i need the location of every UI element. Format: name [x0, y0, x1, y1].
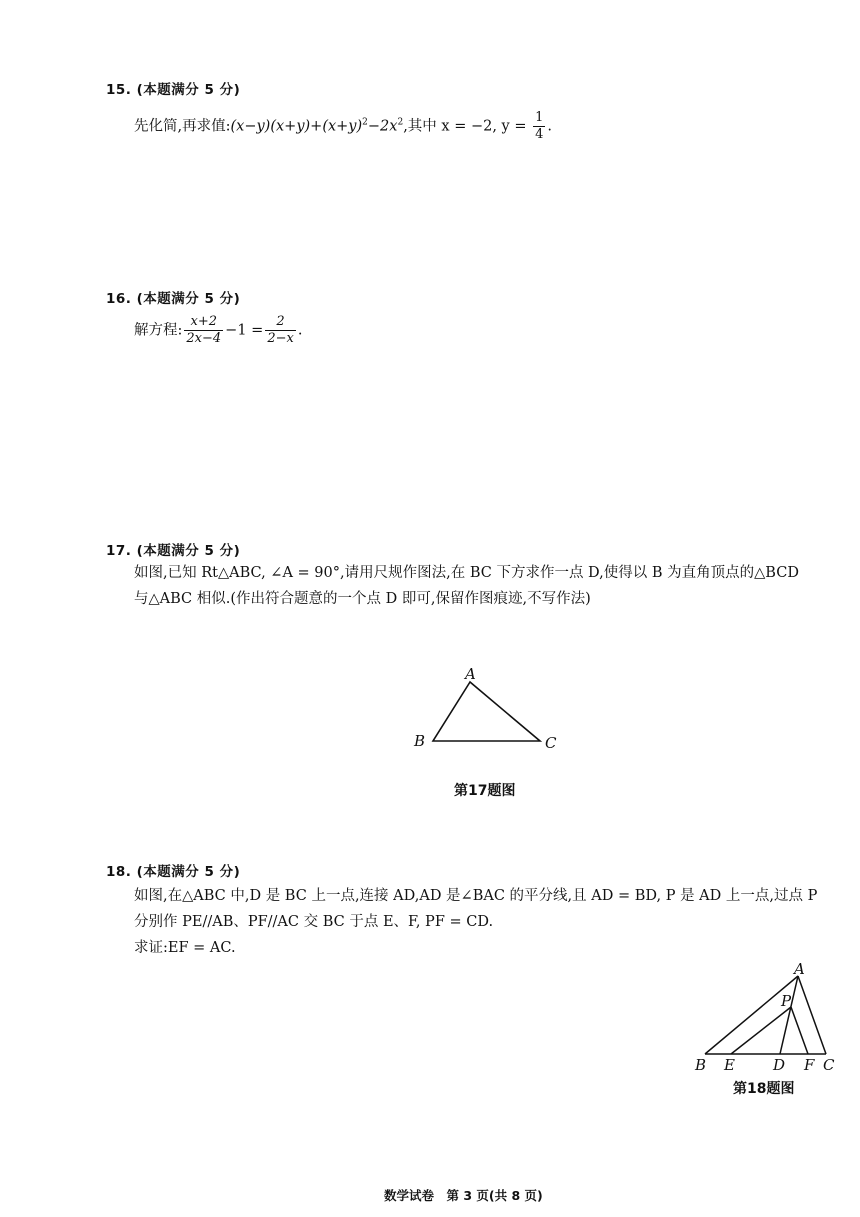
q15-minus-term: −2x: [367, 118, 398, 135]
segment-ab: [705, 976, 798, 1054]
q18-label-f: F: [804, 1056, 815, 1072]
q18-label-e: E: [724, 1056, 735, 1072]
q15-square: 2: [362, 117, 368, 128]
q17-heading: 17. (本题满分 5 分): [106, 543, 241, 559]
q15-expr: (x−y)(x+y)+(x+y): [230, 118, 363, 135]
q18-label-d: D: [773, 1056, 786, 1072]
q15-heading: 15. (本题满分 5 分): [106, 82, 241, 98]
q18-label-b: B: [695, 1056, 707, 1072]
q15-fraction: [533, 110, 545, 143]
q18-label-c: C: [823, 1056, 835, 1072]
q18-label-p: P: [781, 992, 792, 1010]
q15-square-2: 2: [397, 117, 404, 128]
q15-end: .: [547, 118, 552, 135]
q16-heading: 16. (本题满分 5 分): [106, 291, 241, 307]
q16-f2-num: 2: [265, 314, 296, 331]
q17-label-c: C: [545, 734, 557, 752]
q16-fraction-right: [265, 314, 296, 347]
q17-line-2: 与△ABC 相似.(作出符合题意的一个点 D 即可,保留作图痕迹,不写作法): [134, 591, 591, 607]
q18-heading: 18. (本题满分 5 分): [106, 864, 241, 880]
q18-line-1: 如图,在△ABC 中,D 是 BC 上一点,连接 AD,AD 是∠BAC 的平分线,且 AD = BD, P 是 AD 上一点,过点 P: [134, 888, 818, 904]
q16-f2-den: 2−x: [267, 331, 294, 346]
q16-text: [134, 314, 302, 347]
q17-triangle-figure: [400, 660, 570, 760]
q15-text: [134, 110, 552, 143]
q16-lead: 解方程:: [134, 322, 183, 339]
q17-label-a: A: [465, 665, 476, 683]
page-footer: 数学试卷 第 3 页(共 8 页): [384, 1188, 543, 1203]
q17-label-b: B: [414, 732, 426, 750]
q18-line-2: 分别作 PE//AB、PF//AC 交 BC 于点 E、F, PF = CD.: [134, 914, 494, 930]
q15-frac-num: 1: [535, 110, 544, 125]
segment-pf: [791, 1007, 808, 1054]
q16-end: .: [297, 322, 303, 339]
q17-figure-caption: 第17题图: [454, 783, 516, 799]
q18-label-a: A: [794, 960, 805, 978]
segment-ad: [780, 976, 798, 1054]
q15-frac-den: 4: [535, 127, 544, 142]
segment-ac: [798, 976, 826, 1054]
q15-condition: ,其中 x = −2, y =: [403, 118, 532, 135]
q18-triangle-figure: [690, 960, 840, 1072]
q16-f1-num: x+2: [184, 314, 223, 331]
q16-f1-den: 2x−4: [186, 331, 222, 346]
triangle-abc: [433, 682, 540, 741]
q18-line-3: 求证:EF = AC.: [134, 940, 236, 956]
q17-line-1: 如图,已知 Rt△ABC, ∠A = 90°,请用尺规作图法,在 BC 下方求作一点 D,使得以 B 为直角顶点的△BCD: [134, 565, 799, 581]
q18-figure-caption: 第18题图: [733, 1081, 795, 1097]
q16-fraction-left: [184, 314, 223, 347]
q15-lead: 先化简,再求值:: [134, 118, 231, 135]
q16-mid: −1 =: [225, 322, 264, 339]
